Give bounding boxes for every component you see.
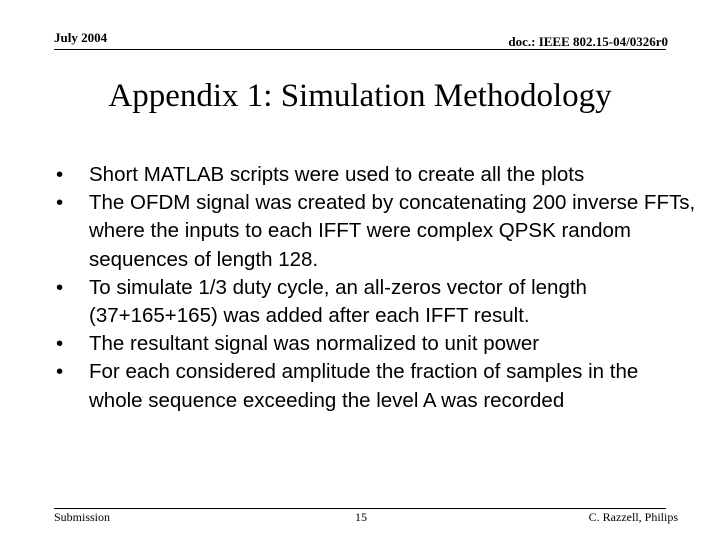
footer-divider — [54, 508, 666, 509]
bullet-item: • The OFDM signal was created by concatenating 200 inverse FFTs, where the inputs to each IFFT were complex QPSK random sequences of length 128. — [56, 189, 696, 274]
header-divider — [54, 49, 666, 50]
footer-submission-label: Submission — [54, 510, 111, 524]
header-date: July 2004 — [54, 30, 108, 45]
bullet-item: • To simulate 1/3 duty cycle, an all-zeros vector of length (37+165+165) was added after each IFFT result. — [56, 274, 696, 330]
footer-page-number: 15 — [355, 510, 367, 524]
slide-title: Appendix 1: Simulation Methodology — [108, 78, 612, 114]
bullet-item: • The resultant signal was normalized to unit power — [56, 330, 696, 358]
bullet-item: • Short MATLAB scripts were used to create all the plots — [56, 161, 696, 189]
header-document-id: doc.: IEEE 802.15-04/0326r0 — [508, 34, 668, 49]
bullet-item: • For each considered amplitude the fraction of samples in the whole sequence exceeding the level A was recorded — [56, 358, 696, 414]
bullet-list — [56, 161, 696, 415]
footer-author: C. Razzell, Philips — [588, 510, 678, 524]
